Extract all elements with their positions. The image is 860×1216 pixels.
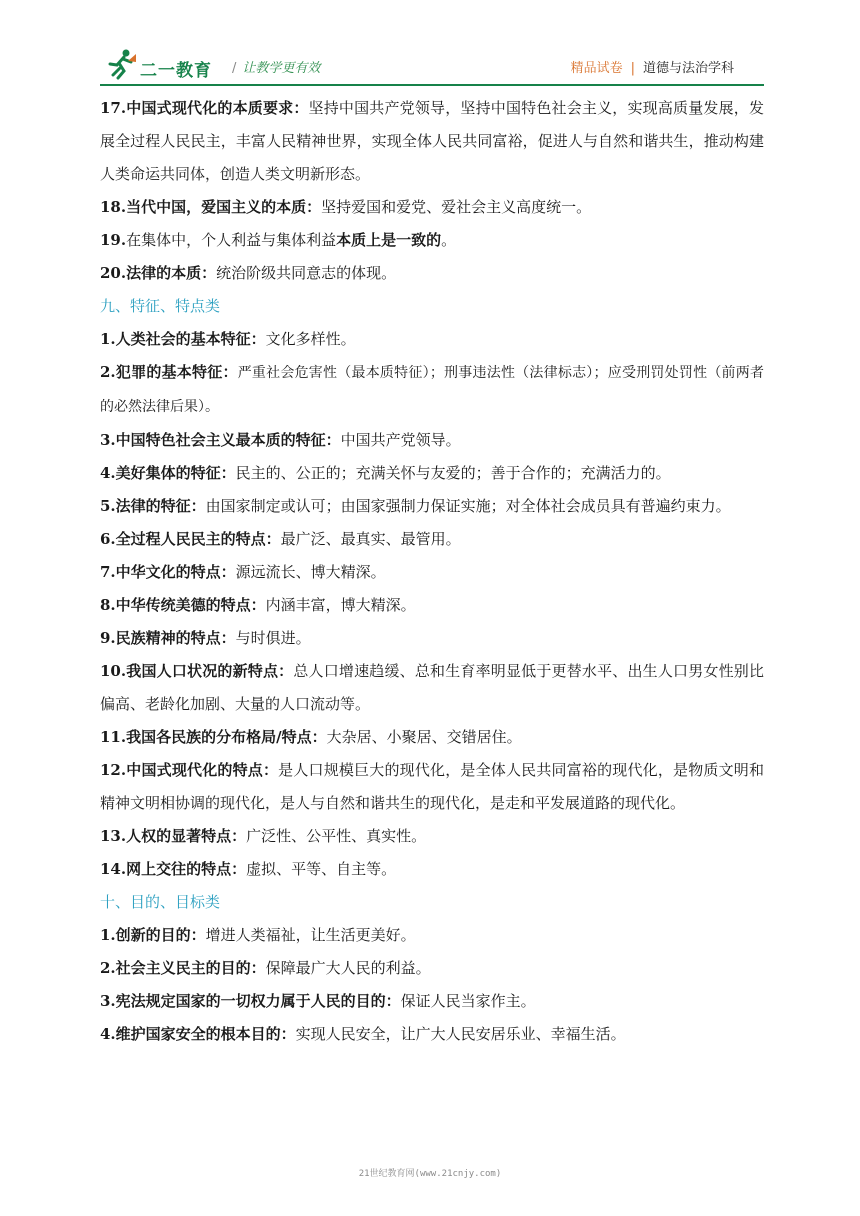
section-heading-10: 十、目的、目标类	[100, 893, 221, 911]
list-item: 5.法律的特征：由国家制定或认可；由国家强制力保证实施；对全体社会成员具有普遍约束力。	[100, 497, 731, 515]
runner-logo-icon	[104, 48, 138, 80]
page-footer: 21世纪教育网(www.21cnjy.com)	[358, 1169, 502, 1179]
brand-tag: 精品试卷	[570, 61, 623, 76]
list-item: 14.网上交往的特点：虚拟、平等、自主等。	[100, 860, 397, 878]
list-item: 11.我国各民族的分布格局/特点：大杂居、小聚居、交错居住。	[100, 728, 522, 746]
slogan: / 让教学更有效	[232, 61, 321, 76]
list-item: 1.人类社会的基本特征：文化多样性。	[100, 330, 356, 348]
paragraph: 18.当代中国，爱国主义的本质：坚持爱国和爱党、爱社会主义高度统一。	[100, 198, 592, 216]
list-item: 10.我国人口状况的新特点：总人口增速趋缓、总和生育率明显低于更替水平、出生人口男女性别比偏高、老龄化加剧、大量的人口流动等。	[100, 662, 764, 713]
list-item: 12.中国式现代化的特点：是人口规模巨大的现代化，是全体人民共同富裕的现代化，是物质文明和精神文明相协调的现代化，是人与自然和谐共生的现代化，是走和平发展道路的现代化。	[100, 761, 764, 812]
subject-label: 道德与法治学科	[642, 61, 734, 76]
document-body	[100, 92, 764, 1051]
list-item: 8.中华传统美德的特点：内涵丰富，博大精深。	[100, 596, 416, 614]
page-header	[100, 48, 764, 86]
list-item: 1.创新的目的：增进人类福祉，让生活更美好。	[100, 926, 416, 944]
list-item: 7.中华文化的特点：源远流长、博大精深。	[100, 563, 386, 581]
list-item: 9.民族精神的特点：与时俱进。	[100, 629, 311, 647]
list-item: 13.人权的显著特点：广泛性、公平性、真实性。	[100, 827, 427, 845]
paragraph: 19.在集体中，个人利益与集体利益本质上是一致的。	[100, 231, 457, 249]
list-item: 2.社会主义民主的目的：保障最广大人民的利益。	[100, 959, 431, 977]
paragraph: 20.法律的本质：统治阶级共同意志的体现。	[100, 264, 397, 282]
list-item: 3.宪法规定国家的一切权力属于人民的目的：保证人民当家作主。	[100, 992, 536, 1010]
list-item: 4.维护国家安全的根本目的：实现人民安全，让广大人民安居乐业、幸福生活。	[100, 1025, 626, 1043]
list-item: 6.全过程人民民主的特点：最广泛、最真实、最管用。	[100, 530, 461, 548]
logo-text: 二一教育	[140, 61, 212, 81]
list-item: 3.中国特色社会主义最本质的特征：中国共产党领导。	[100, 431, 461, 449]
list-item: 4.美好集体的特征：民主的、公正的；充满关怀与友爱的；善于合作的；充满活力的。	[100, 464, 671, 482]
section-heading-9: 九、特征、特点类	[100, 297, 221, 315]
header-rule	[100, 84, 764, 86]
paragraph: 17.中国式现代化的本质要求：坚持中国共产党领导，坚持中国特色社会主义，实现高质量发展，发展全过程人民民主，丰富人民精神世界，实现全体人民共同富裕，促进人与自然和谐共生，推动构建人类命运共同体，创造人类文明新形态。	[100, 99, 764, 183]
list-item: 2.犯罪的基本特征：严重社会危害性（最本质特征）；刑事违法性（法律标志）；应受刑罚处罚性（前两者的必然法律后果）。	[100, 363, 764, 415]
header-right: 精品试卷 | 道德与法治学科	[570, 61, 734, 76]
